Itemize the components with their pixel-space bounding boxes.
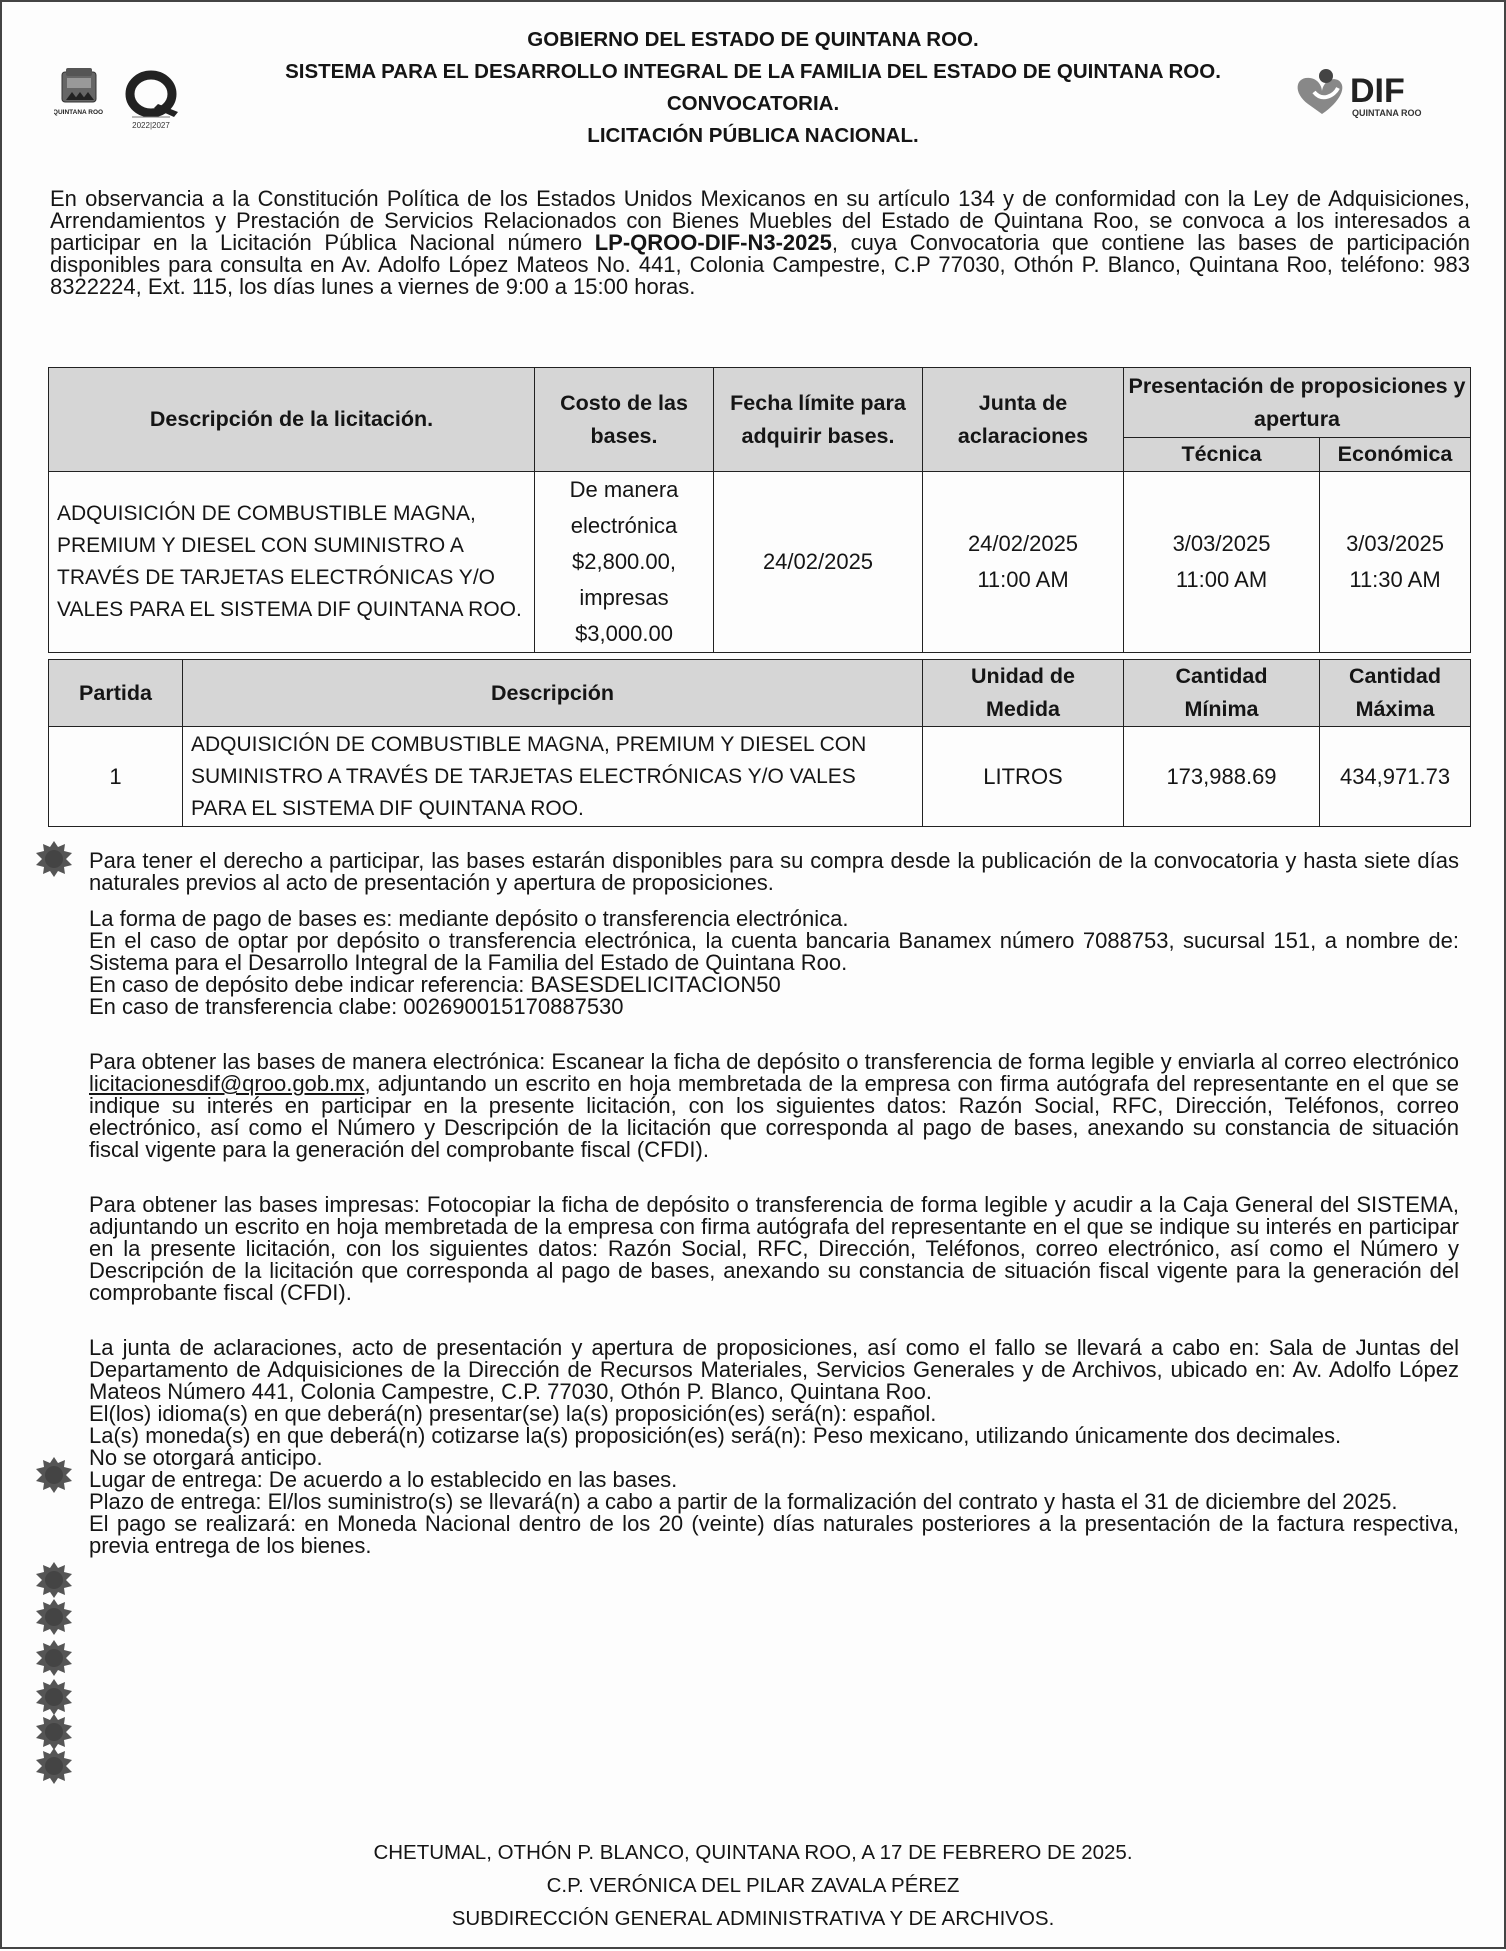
payment-terms-item: El pago se realizará: en Moneda Nacional dentro de los 20 (veinte) días naturales posteriores a la presentación de la factura respectiva, previa entrega de los bienes. bbox=[89, 1511, 1459, 1558]
bullet-star-icon bbox=[36, 1748, 72, 1784]
bullet-star-icon bbox=[36, 1679, 72, 1715]
junta-value: 24/02/2025 11:00 AM bbox=[923, 472, 1124, 653]
header-fecha-limite: Fecha límite para adquirir bases. bbox=[714, 368, 923, 472]
header-unidad-medida: Unidad de Medida bbox=[923, 660, 1124, 727]
header-licitacion: LICITACIÓN PÚBLICA NACIONAL. bbox=[587, 124, 919, 147]
junta-location: La junta de aclaraciones, acto de presentación y apertura de proposiciones, así como el fallo se llevará a cabo en: Sala de Juntas del Departamento de Adquisiciones de la Dirección de Recursos Materiales, Servicios Generales y de Archivos, ubicado en: Av. Adolfo López Mateos Número 441, Colonia Campestre, C.P. 77030, Othón P. Blanco, Quintana Roo. bbox=[89, 1335, 1459, 1404]
header-descripcion-licitacion: Descripción de la licitación. bbox=[49, 368, 535, 472]
header-system: SISTEMA PARA EL DESARROLLO INTEGRAL DE LA FAMILIA DEL ESTADO DE QUINTANA ROO. bbox=[285, 60, 1221, 83]
left-logo-caption2: 2022|2027 bbox=[132, 121, 170, 130]
currency-item: La(s) moneda(s) en que deberá(n) cotizarse la(s) proposición(es) será(n): Peso mexicano, utilizando únicamente dos decimales. bbox=[89, 1423, 1342, 1448]
electronic-bases-text: Para obtener las bases de manera electrónica: Escanear la ficha de depósito o transferencia de forma legible y enviarla al correo electrónico bbox=[89, 1049, 1459, 1074]
cantidad-maxima-value: 434,971.73 bbox=[1320, 727, 1471, 827]
header-cantidad-maxima: Cantidad Máxima bbox=[1320, 660, 1471, 727]
payment-method: La forma de pago de bases es: mediante depósito o transferencia electrónica. bbox=[89, 906, 849, 931]
header-costo-bases: Costo de las bases. bbox=[535, 368, 714, 472]
printed-bases-paragraph: Para obtener las bases impresas: Fotocopiar la ficha de depósito o transferencia de forma legible y acudir a la Caja General del SISTEMA, adjuntando un escrito en hoja membretada de la empresa con firma autógrafa del representante en el que se indique su interés en participar en la presente licitación, con los siguientes datos: Razón Social, RFC, Dirección, Teléfonos, correo electrónico, así como el Número y Descripción de la licitación que corresponda al pago de bases, anexando su constancia de situación fiscal vigente para la generación del comprobante fiscal (CFDI). bbox=[89, 1192, 1459, 1305]
participation-paragraph: Para tener el derecho a participar, las bases estarán disponibles para su compra desde la publicación de la convocatoria y hasta siete días naturales previos al acto de presentación y apertura de proposiciones. bbox=[89, 848, 1459, 895]
bullet-star-icon bbox=[36, 1714, 72, 1750]
footer-signatory: C.P. VERÓNICA DEL PILAR ZAVALA PÉREZ bbox=[546, 1874, 960, 1897]
dif-brand-text: DIF bbox=[1350, 72, 1405, 110]
intro-text-after: , cuya Convocatoria que contiene las bases de participación disponibles para consulta en Av. Adolfo López Mateos No. 441, Colonia Campestre, C.P 77030, Othón P. Blanco, Quintana Roo, teléfono: 983 8322224, Ext. 115, los días lunes a viernes de 9:00 a 15:00 horas. bbox=[50, 230, 1470, 299]
document-body bbox=[89, 850, 1459, 1557]
bullet-star-icon bbox=[36, 1640, 72, 1676]
cantidad-minima-value: 173,988.69 bbox=[1124, 727, 1320, 827]
dif-logo bbox=[1288, 62, 1468, 132]
delivery-term-item: Plazo de entrega: El/los suministro(s) se llevará(n) a cabo a partir de la formalización del contrato y hasta el 31 de diciembre del 2025. bbox=[89, 1489, 1398, 1514]
document-footer bbox=[2, 1836, 1504, 1935]
licitacion-number: LP-QROO-DIF-N3-2025 bbox=[594, 230, 832, 255]
header-economica: Económica bbox=[1320, 438, 1471, 472]
payment-account: En el caso de optar por depósito o transferencia electrónica, la cuenta bancaria Banamex número 7088753, sucursal 151, a nombre de: Sistema para el Desarrollo Integral de la Familia del Estado de Quintana Roo. bbox=[89, 928, 1459, 975]
economica-value: 3/03/2025 11:30 AM bbox=[1320, 472, 1471, 653]
licitacion-description: ADQUISICIÓN DE COMBUSTIBLE MAGNA, PREMIUM Y DIESEL CON SUMINISTRO A TRAVÉS DE TARJETAS ELECTRÓNICAS Y/O VALES PARA EL SISTEMA DIF QUINTANA ROO. bbox=[49, 472, 535, 653]
footer-place-date: CHETUMAL, OTHÓN P. BLANCO, QUINTANA ROO, A 17 DE FEBRERO DE 2025. bbox=[373, 1841, 1133, 1864]
bullet-star-icon bbox=[36, 1457, 72, 1493]
header-cantidad-minima: Cantidad Mínima bbox=[1124, 660, 1320, 727]
payment-clabe: En caso de transferencia clabe: 002690015170887530 bbox=[89, 994, 624, 1019]
footer-department: SUBDIRECCIÓN GENERAL ADMINISTRATIVA Y DE ARCHIVOS. bbox=[451, 1907, 1055, 1930]
intro-text-before: En observancia a la Constitución Política de los Estados Unidos Mexicanos en su artículo 134 y de conformidad con la Ley de Adquisiciones, Arrendamientos y Prestación de Servicios Relacionados con Bienes Muebles del Estado de Quintana Roo, se convoca a los interesados a participar en la Licitación Pública Nacional número bbox=[50, 186, 1470, 255]
dif-heart-icon bbox=[1298, 69, 1343, 114]
payment-reference: En caso de depósito debe indicar referencia: BASESDELICITACION50 bbox=[89, 972, 781, 997]
anticipo-item: No se otorgará anticipo. bbox=[89, 1445, 323, 1470]
intro-paragraph bbox=[50, 188, 1470, 298]
header-junta-aclaraciones: Junta de aclaraciones bbox=[923, 368, 1124, 472]
header-tecnica: Técnica bbox=[1124, 438, 1320, 472]
language-item: El(los) idioma(s) en que deberá(n) presentar(se) la(s) proposición(es) será(n): español. bbox=[89, 1401, 937, 1426]
dif-caption: QUINTANA ROO bbox=[1352, 108, 1422, 118]
partida-description: ADQUISICIÓN DE COMBUSTIBLE MAGNA, PREMIUM Y DIESEL CON SUMINISTRO A TRAVÉS DE TARJETAS ELECTRÓNICAS Y/O VALES PARA EL SISTEMA DIF QUINTANA ROO. bbox=[183, 727, 923, 827]
header-presentacion-apertura: Presentación de proposiciones y apertura bbox=[1124, 368, 1471, 438]
delivery-place-item: Lugar de entrega: De acuerdo a lo establecido en las bases. bbox=[89, 1467, 678, 1492]
header-government: GOBIERNO DEL ESTADO DE QUINTANA ROO. bbox=[527, 28, 979, 51]
header-descripcion: Descripción bbox=[183, 660, 923, 727]
header-partida: Partida bbox=[49, 660, 183, 727]
electronic-bases-paragraph bbox=[89, 1051, 1459, 1161]
email-link[interactable]: licitacionesdif@qroo.gob.mx bbox=[89, 1071, 365, 1096]
left-logo-caption1: QUINTANA ROO bbox=[54, 109, 104, 116]
partida-value: 1 bbox=[49, 727, 183, 827]
electronic-bases-text-after: , adjuntando un escrito en hoja membretada de la empresa con firma autógrafa del representante en el que se indique su interés en participar en la presente licitación, con los siguientes datos: Razón Social, RFC, Dirección, Teléfonos, correo electrónico, así como el Número y Descripción de la licitación que corresponda al pago de bases, anexando su constancia de situación fiscal vigente para la generación del comprobante fiscal (CFDI). bbox=[89, 1071, 1459, 1162]
bullet-star-icon bbox=[36, 841, 72, 877]
bases-cost: De manera electrónica $2,800.00, impresas $3,000.00 bbox=[535, 472, 714, 653]
unidad-value: LITROS bbox=[923, 727, 1124, 827]
tecnica-value: 3/03/2025 11:00 AM bbox=[1124, 472, 1320, 653]
licitacion-table bbox=[48, 367, 1471, 827]
fecha-limite-value: 24/02/2025 bbox=[714, 472, 923, 653]
document-header bbox=[2, 24, 1504, 152]
bullet-star-icon bbox=[36, 1562, 72, 1598]
bullet-star-icon bbox=[36, 1599, 72, 1635]
header-convocatoria: CONVOCATORIA. bbox=[666, 92, 840, 115]
